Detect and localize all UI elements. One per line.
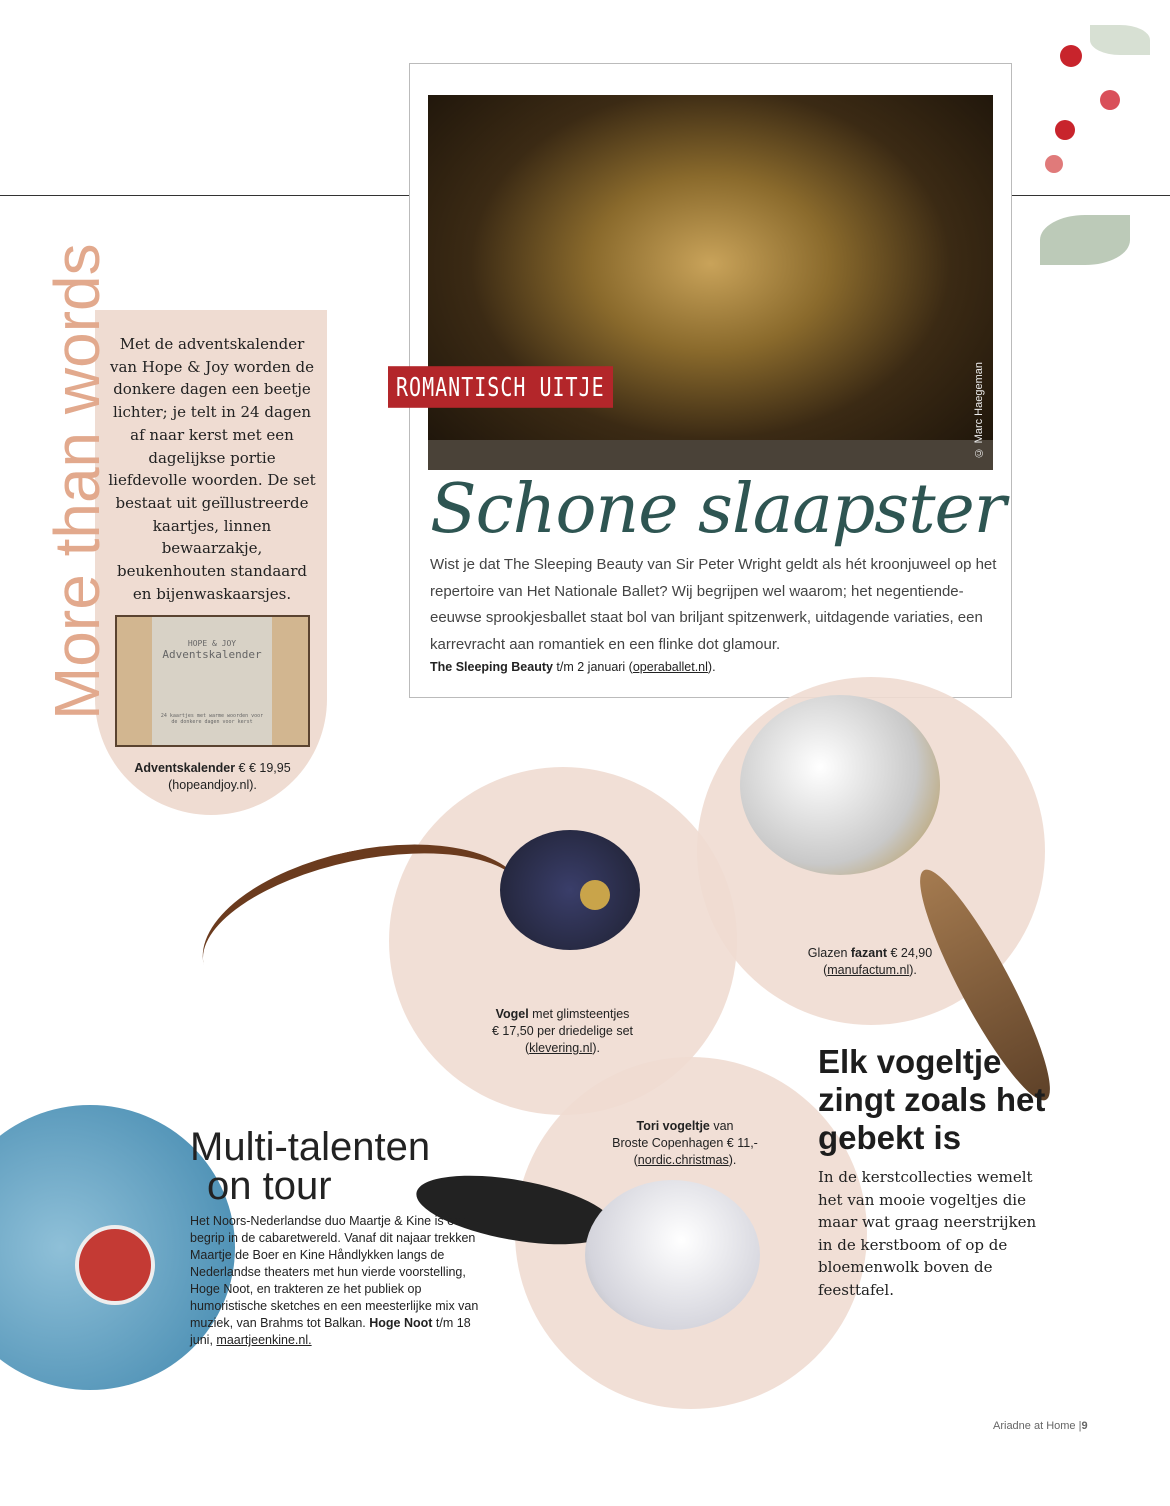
feature-intro: Wist je dat The Sleeping Beauty van Sir Peter Wright geldt als hét kroonjuweel op het repertoire van Het Nationale Ballet? Wij begrijpen wel waarom; het negentiende-eeuwse sprookjesballet staat bol van briljant spitzenwerk, uitdagende variaties, een karrevracht aan romantiek en een flinke dot glamour.: [430, 556, 997, 653]
klevering-link[interactable]: klevering.nl: [529, 1041, 593, 1055]
nordic-link[interactable]: nordic.christmas: [637, 1153, 729, 1167]
kicker-label: ROMANTISCH UITJE: [388, 366, 613, 408]
page-footer: Ariadne at Home |9: [993, 1420, 1088, 1432]
multi-title-line1: Multi-talenten: [190, 1125, 431, 1169]
feature-source: The Sleeping Beauty t/m 2 januari (operaballet.nl).: [430, 660, 716, 674]
manufactum-link[interactable]: manufactum.nl: [827, 963, 910, 977]
birds-title: Elk vogeltje zingt zoals het gebekt is: [818, 1043, 1046, 1156]
ballet-photo: [428, 95, 993, 470]
advent-caption: Adventskalender € € 19,95 (hopeandjoy.nl).: [134, 761, 291, 792]
divider-left: [0, 195, 409, 196]
fazant-caption: Glazen fazant € 24,90 (manufactum.nl).: [807, 946, 933, 977]
feature-title: Schone slaapster: [430, 470, 1006, 549]
advent-text: Met de adventskalender van Hope & Joy worden de donkere dagen een beetje lichter; je telt in 24 dagen af naar kerst met een dagelijkse portie liefdevolle woorden. De set bestaat uit geïllustreerde kaartjes, linnen bewaarzakje, beukenhouten standaard en bijenwaskaarsjes.: [108, 335, 316, 603]
advent-box-photo: HOPE & JOY Adventskalender 24 kaartjes met warme woorden voor de donkere dagen voor kerst: [115, 615, 310, 747]
tori-caption: Tori vogeltje van Broste Copenhagen € 11,- (nordic.christmas).: [612, 1119, 758, 1167]
operaballet-link[interactable]: operaballet.nl: [632, 660, 708, 674]
maartjeenkine-link[interactable]: maartjeenkine.nl.: [216, 1333, 312, 1347]
vogel-caption: Vogel met glimsteentjes € 17,50 per driedelige set (klevering.nl).: [491, 1007, 634, 1055]
multi-title-line2: on tour: [207, 1164, 332, 1208]
multi-text: Het Noors-Nederlandse duo Maartje & Kine is een begrip in de cabaretwereld. Vanaf dit najaar trekken Maartje de Boer en Kine Håndlykken langs de Nederlandse theaters met hun vierde voorstelling, Hoge Noot, en trakteren ze het publiek op humoristische sketches en een meesterlijke mix van muziek, van Brahms tot Balkan. Hoge Noot t/m 18 juni, maartjeenkine.nl.: [190, 1214, 479, 1347]
berries-illustration: [1030, 15, 1160, 335]
section-title-vertical: More than words: [41, 243, 113, 720]
photo-credit: © Marc Haegeman: [973, 361, 985, 458]
birds-text: In de kerstcollecties wemelt het van mooie vogeltjes die maar wat graag neerstrijken in de kerstboom of op de bloemenwolk boven de feesttafel.: [818, 1168, 1037, 1299]
